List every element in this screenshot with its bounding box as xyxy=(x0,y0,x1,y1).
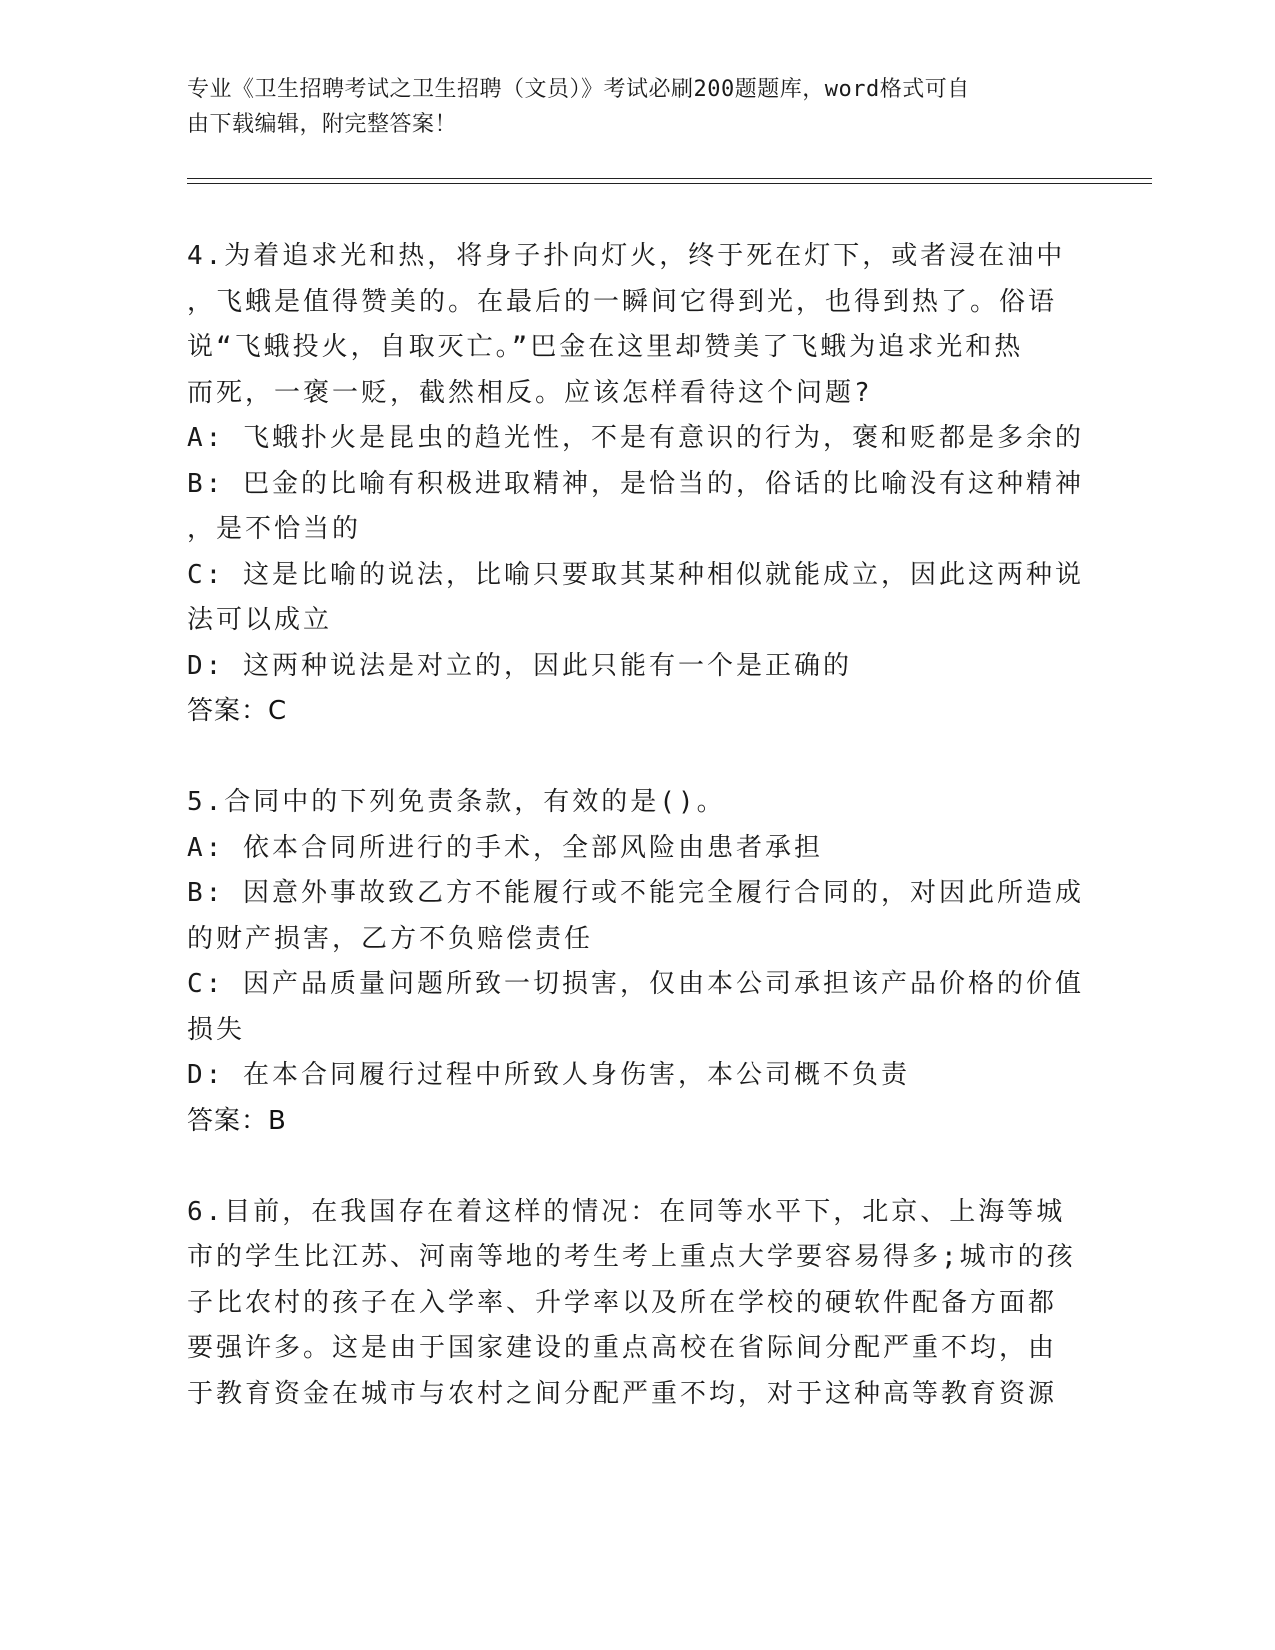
question-stem-line: 6.目前，在我国存在着这样的情况：在同等水平下，北京、上海等城 xyxy=(187,1196,1066,1227)
question-stem-line: 说“飞蛾投火，自取灭亡。”巴金在这里却赞美了飞蛾为追求光和热 xyxy=(187,332,1024,362)
option-a: A: 飞蛾扑火是昆虫的趋光性，不是有意识的行为，褒和贬都是多余的 xyxy=(187,423,1084,453)
answer-label: 答案：B xyxy=(187,1105,287,1136)
question-5 xyxy=(187,780,1087,1144)
option-b-continued: ，是不恰当的 xyxy=(187,514,362,544)
header-line-2: 由下载编辑，附完整答案！ xyxy=(187,112,458,137)
question-stem-line: 于教育资金在城市与农村之间分配严重不均，对于这种高等教育资源 xyxy=(187,1378,1058,1409)
document-header xyxy=(187,72,1087,142)
option-d: D: 这两种说法是对立的，因此只能有一个是正确的 xyxy=(187,650,852,681)
question-stem-line: 5.合同中的下列免责条款，有效的是()。 xyxy=(187,787,726,817)
question-stem-line: 市的学生比江苏、河南等地的考生考上重点大学要容易得多;城市的孩 xyxy=(187,1242,1076,1272)
option-c: C: 因产品质量问题所致一切损害，仅由本公司承担该产品价格的价值 xyxy=(187,969,1084,999)
question-6 xyxy=(187,1190,1087,1418)
option-b: B: 巴金的比喻有积极进取精神，是恰当的，俗话的比喻没有这种精神 xyxy=(187,468,1084,499)
header-divider-bottom xyxy=(187,183,1152,184)
question-spacer xyxy=(187,1144,1087,1190)
question-stem-line: 子比农村的孩子在入学率、升学率以及所在学校的硬软件配备方面都 xyxy=(187,1287,1058,1318)
question-list xyxy=(187,234,1087,1417)
option-b-continued: 的财产损害，乙方不负赔偿责任 xyxy=(187,923,594,954)
question-stem-line: 而死，一褒一贬，截然相反。应该怎样看待这个问题? xyxy=(187,377,873,408)
option-a: A: 依本合同所进行的手术，全部风险由患者承担 xyxy=(187,832,823,863)
question-stem-line: 要强许多。这是由于国家建设的重点高校在省际间分配严重不均，由 xyxy=(187,1333,1058,1363)
option-c: C: 这是比喻的说法，比喻只要取其某种相似就能成立，因此这两种说 xyxy=(187,559,1084,590)
question-stem-line: 4.为着追求光和热，将身子扑向灯火，终于死在灯下，或者浸在油中 xyxy=(187,241,1066,271)
option-c-continued: 损失 xyxy=(187,1014,246,1045)
question-spacer xyxy=(187,735,1087,781)
header-line-1: 专业《卫生招聘考试之卫生招聘（文员）》考试必刷200题题库，word格式可自 xyxy=(187,77,970,102)
question-stem-line: ，飞蛾是值得赞美的。在最后的一瞬间它得到光，也得到热了。俗语 xyxy=(187,286,1058,317)
option-b: B: 因意外事故致乙方不能履行或不能完全履行合同的，对因此所造成 xyxy=(187,878,1084,908)
answer-label: 答案：C xyxy=(187,696,288,726)
question-4 xyxy=(187,234,1087,735)
option-c-continued: 法可以成立 xyxy=(187,605,333,635)
header-divider-top xyxy=(187,178,1152,179)
option-d: D: 在本合同履行过程中所致人身伤害，本公司概不负责 xyxy=(187,1060,910,1090)
